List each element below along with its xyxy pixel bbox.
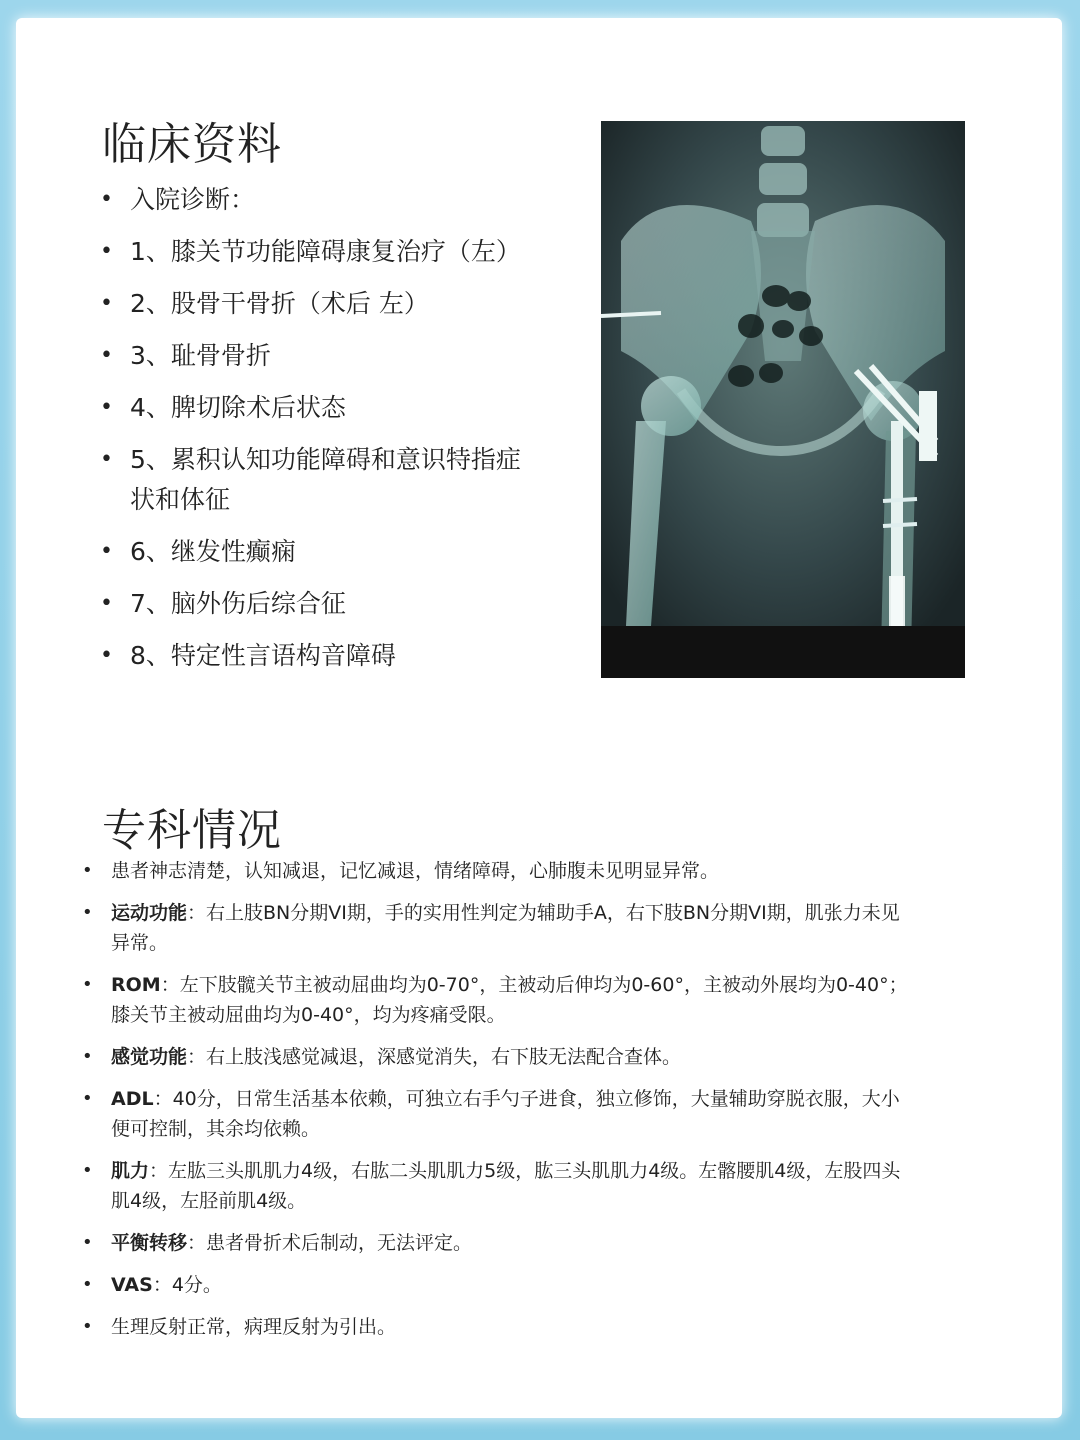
- item-text: ：4分。: [152, 1274, 222, 1296]
- item-text: ：右上肢浅感觉减退，深感觉消失，右下肢无法配合查体。: [187, 1046, 682, 1068]
- bullet-icon: •: [100, 291, 113, 316]
- section-title-specialist: 专科情况: [102, 805, 282, 856]
- bullet-icon: •: [100, 343, 113, 368]
- item-text: ：40分，日常生活基本依赖，可独立右手勺子进食，独立修饰，大量辅助穿脱衣服，大小便可控制，其余均依赖。: [111, 1088, 900, 1140]
- list-item: • 4、脾切除术后状态: [100, 388, 540, 428]
- list-item: [82, 1084, 912, 1144]
- item-label: ROM: [111, 974, 161, 996]
- bullet-icon: •: [100, 239, 113, 264]
- list-item: [82, 898, 912, 958]
- item-text: 患者神志清楚，认知减退，记忆减退，情绪障碍，心肺腹未见明显异常。: [111, 860, 720, 882]
- list-item: • 6、继发性癫痫: [100, 532, 540, 572]
- diagnosis-list: [100, 180, 540, 688]
- bullet-icon: •: [82, 1160, 93, 1181]
- bullet-icon: •: [100, 643, 113, 668]
- pelvis-xray-image: [601, 121, 965, 678]
- item-label: ADL: [111, 1088, 154, 1110]
- item-text: ：右上肢BN分期VI期，手的实用性判定为辅助手A，右下肢BN分期VI期，肌张力未见异常。: [111, 902, 900, 954]
- bullet-icon: •: [82, 974, 93, 995]
- list-item: [82, 1042, 912, 1072]
- list-item: • 7、脑外伤后综合征: [100, 584, 540, 624]
- list-item: [82, 1156, 912, 1216]
- list-item: • 1、膝关节功能障碍康复治疗（左）: [100, 232, 540, 272]
- bullet-icon: •: [82, 1088, 93, 1109]
- list-item: [82, 1312, 912, 1342]
- bullet-icon: •: [100, 395, 113, 420]
- list-item: • 5、累积认知功能障碍和意识特指症状和体征: [100, 440, 540, 520]
- bullet-icon: •: [82, 1232, 93, 1253]
- bullet-icon: •: [100, 447, 113, 472]
- item-label: VAS: [111, 1274, 153, 1296]
- item-text: 生理反射正常，病理反射为引出。: [111, 1316, 397, 1338]
- list-item: • 8、特定性言语构音障碍: [100, 636, 540, 676]
- item-text: ：患者骨折术后制动，无法评定。: [187, 1232, 473, 1254]
- list-item: [82, 1270, 912, 1300]
- bullet-icon: •: [100, 591, 113, 616]
- list-item: • 2、股骨干骨折（术后 左）: [100, 284, 540, 324]
- specialist-findings-list: [82, 856, 912, 1354]
- bullet-icon: •: [82, 1274, 93, 1295]
- item-text: ：左肱三头肌肌力4级，右肱二头肌肌力5级，肱三头肌肌力4级。左髂腰肌4级，左股四头肌4级，左胫前肌4级。: [111, 1160, 901, 1212]
- list-item: [82, 970, 912, 1030]
- item-label: 肌力: [111, 1160, 150, 1182]
- bullet-icon: •: [82, 1316, 93, 1337]
- list-item: • 3、耻骨骨折: [100, 336, 540, 376]
- list-item: • 入院诊断：: [100, 180, 540, 220]
- item-label: 平衡转移: [111, 1232, 188, 1254]
- bullet-icon: •: [82, 902, 93, 923]
- bullet-icon: •: [82, 1046, 93, 1067]
- item-text: ：左下肢髋关节主被动屈曲均为0-70°，主被动后伸均为0-60°，主被动外展均为0-40°；膝关节主被动屈曲均为0-40°，均为疼痛受限。: [111, 974, 908, 1026]
- bullet-icon: •: [100, 187, 113, 212]
- list-item: [82, 856, 912, 886]
- bullet-icon: •: [82, 860, 93, 881]
- item-label: 感觉功能: [111, 1046, 188, 1068]
- bullet-icon: •: [100, 539, 113, 564]
- list-item: [82, 1228, 912, 1258]
- section-title-clinical: 临床资料: [102, 119, 282, 170]
- item-label: 运动功能: [111, 902, 188, 924]
